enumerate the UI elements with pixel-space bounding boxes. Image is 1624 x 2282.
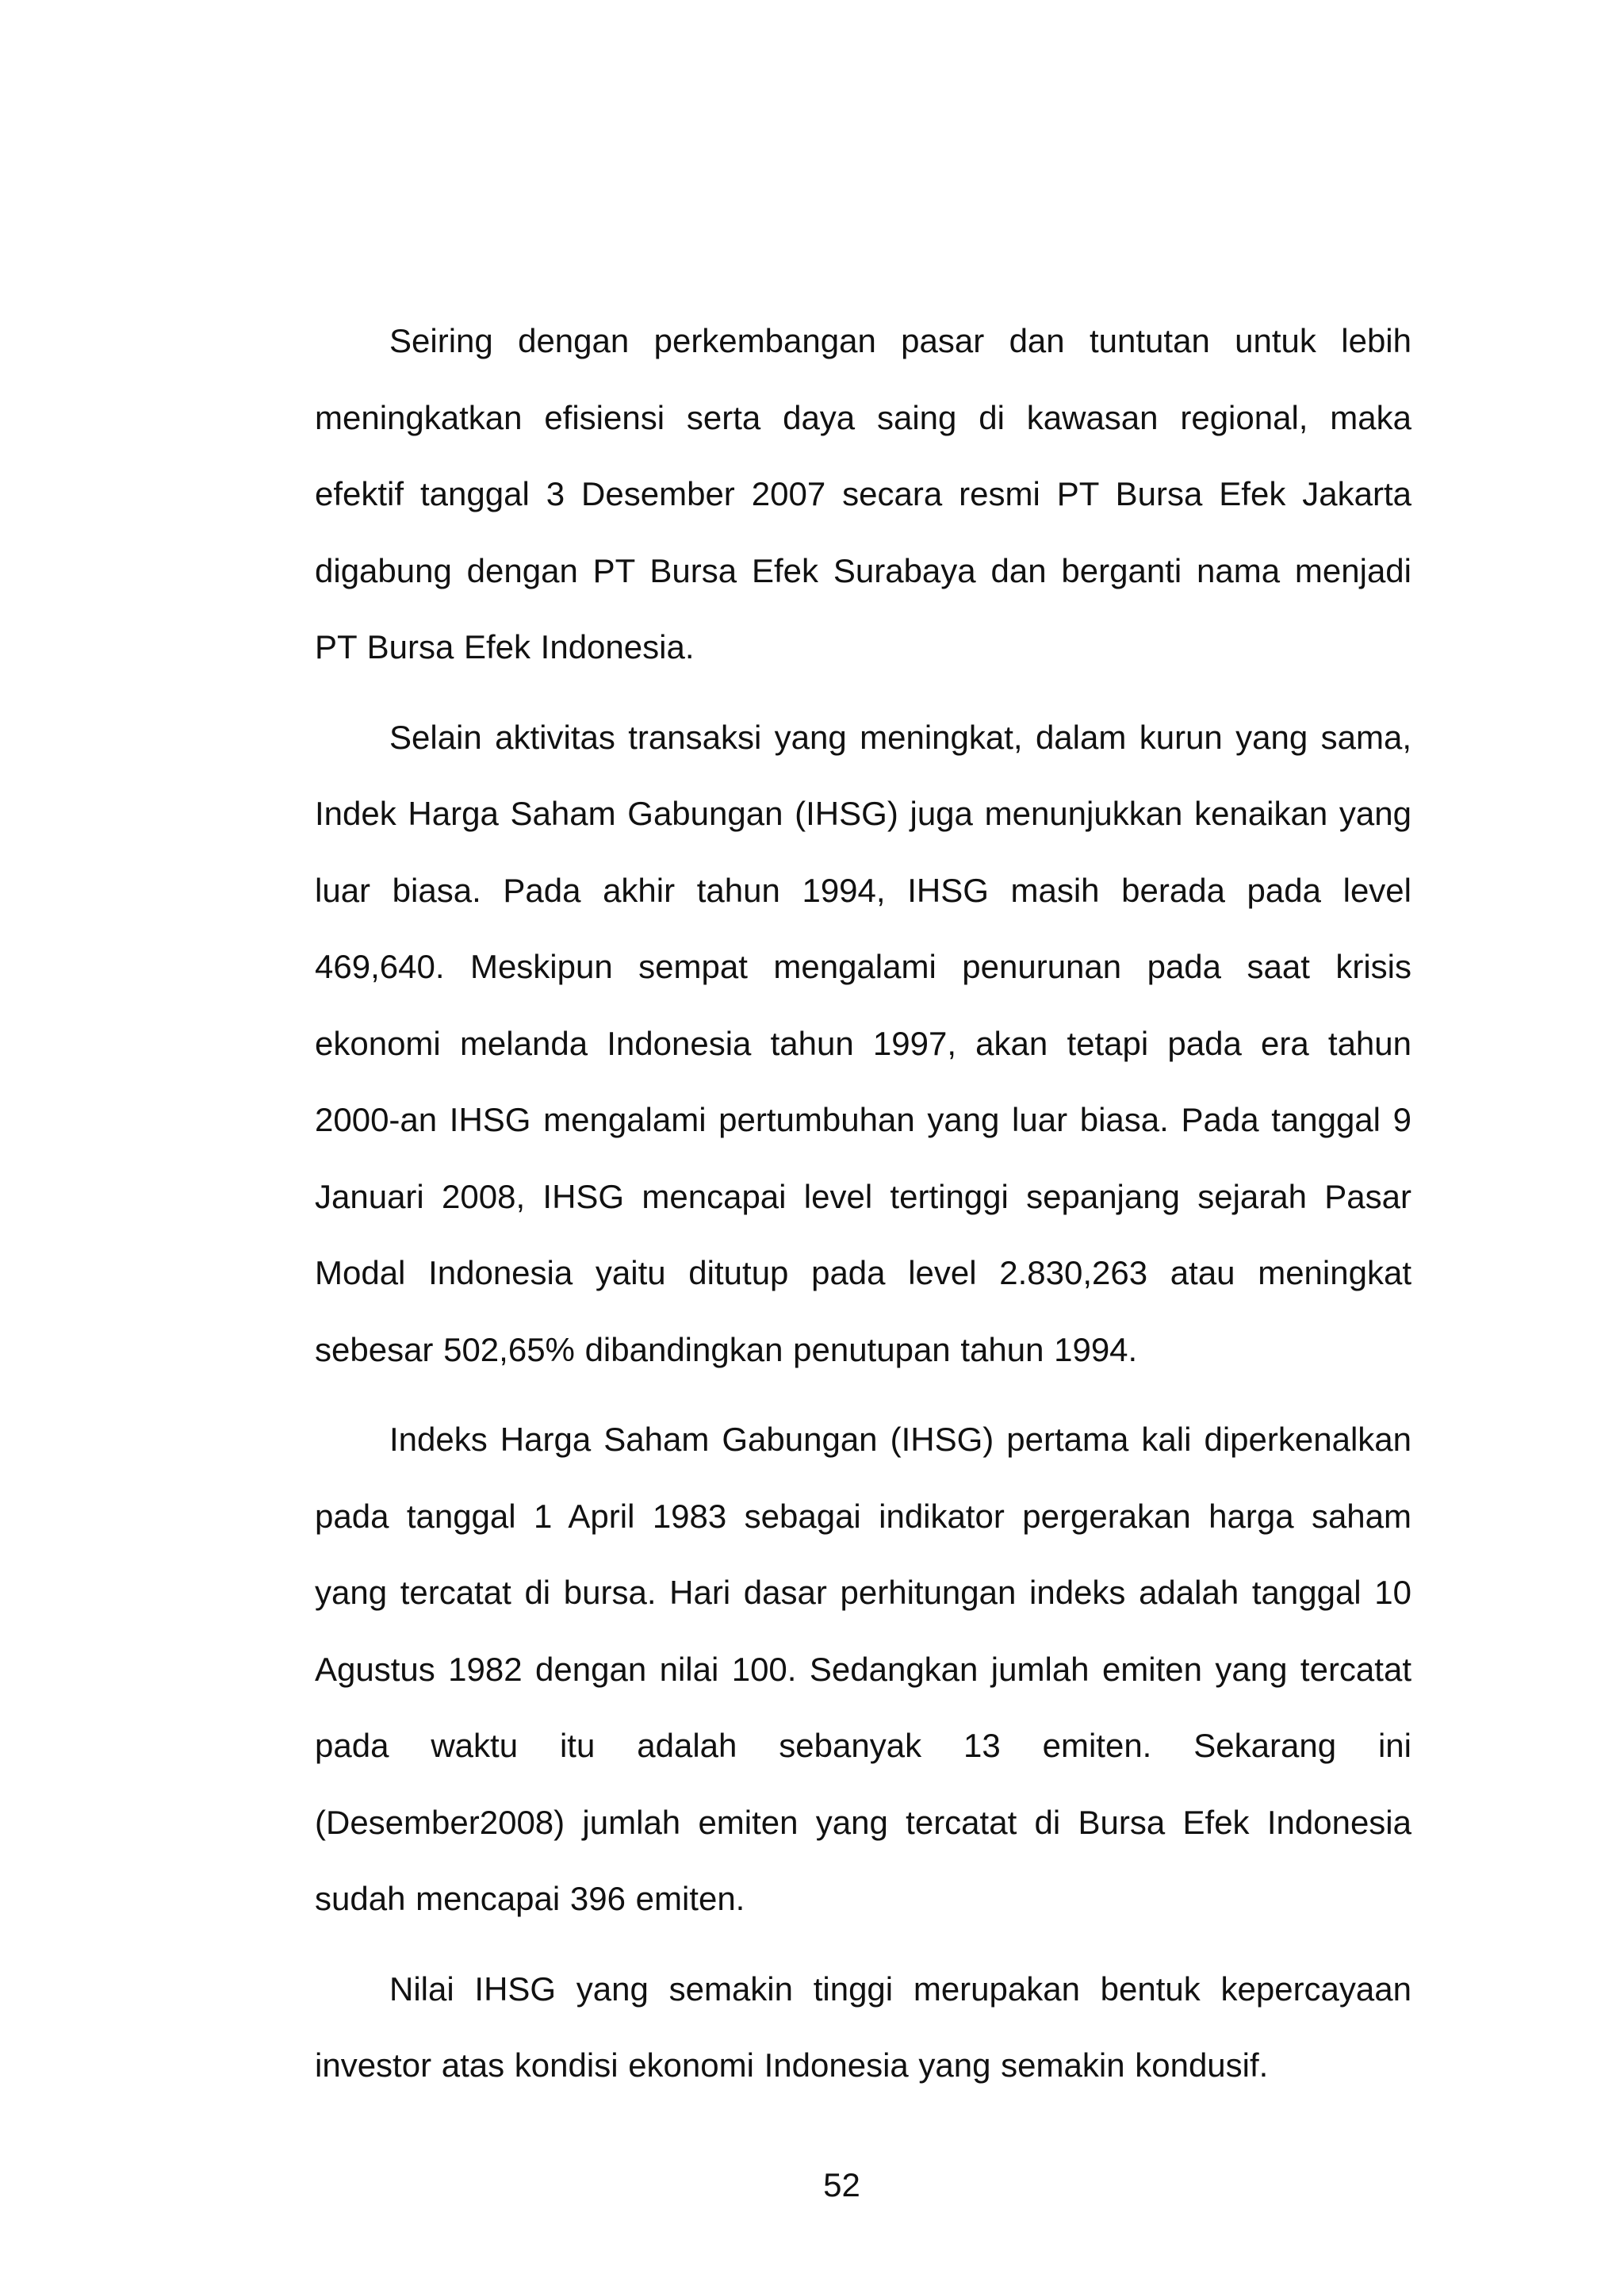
page-number: 52 — [823, 2166, 860, 2203]
paragraph-bursa-merger: Seiring dengan perkembangan pasar dan tuntutan untuk lebih meningkatkan efisiensi serta daya saing di kawasan regional, maka efektif tanggal 3 Desember 2007 secara resmi PT Bursa Efek Jakarta digabung dengan PT Bursa Efek Surabaya dan berganti nama menjadi PT Bursa Efek Indonesia. — [315, 322, 1411, 665]
paragraph-ihsg-growth: Selain aktivitas transaksi yang meningkat, dalam kurun yang sama, Indek Harga Saham Gabungan (IHSG) juga menunjukkan kenaikan yang luar biasa. Pada akhir tahun 1994, IHSG masih berada pada level 469,640. Meskipun sempat mengalami penurunan pada saat krisis ekonomi melanda Indonesia tahun 1997, akan tetapi pada era tahun 2000-an IHSG mengalami pertumbuhan yang luar biasa. Pada tanggal 9 Januari 2008, IHSG mencapai level tertinggi sepanjang sejarah Pasar Modal Indonesia yaitu ditutup pada level 2.830,263 atau meningkat sebesar 502,65% dibandingkan penutupan tahun 1994. — [315, 718, 1411, 1368]
paragraph-ihsg-history: Indeks Harga Saham Gabungan (IHSG) pertama kali diperkenalkan pada tanggal 1 April 1983 sebagai indikator pergerakan harga saham yang tercatat di bursa. Hari dasar perhitungan indeks adalah tanggal 10 Agustus 1982 dengan nilai 100. Sedangkan jumlah emiten yang tercatat pada waktu itu adalah sebanyak 13 emiten. Sekarang ini (Desember2008) jumlah emiten yang tercatat di Bursa Efek Indonesia sudah mencapai 396 emiten. — [315, 1421, 1411, 1917]
document-body — [315, 303, 1411, 2118]
paragraph-investor-confidence: Nilai IHSG yang semakin tinggi merupakan bentuk kepercayaan investor atas kondisi ekonomi Indonesia yang semakin kondusif. — [315, 1969, 1411, 2084]
